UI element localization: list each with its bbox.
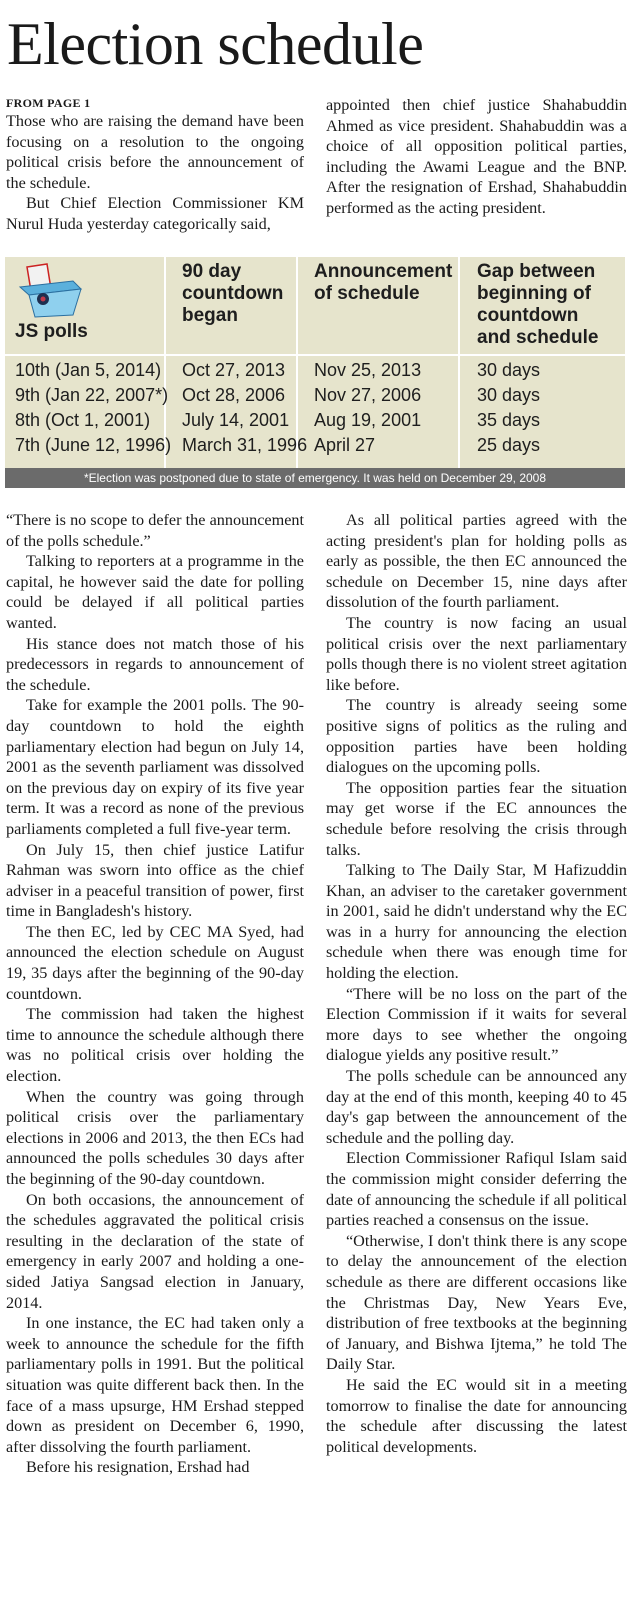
paragraph: Take for example the 2001 polls. The 90-day countdown to hold the eighth parliamentary election had begun on July 14, 2001 as the seventh parliament was dissolved on the previous day on expiry of its five year term. It was a record as none of the previous parliaments completed a full five-year term. (6, 696, 304, 838)
table-cell: July 14, 2001 (182, 410, 290, 430)
paragraph: “Otherwise, I don't think there is any scope to delay the announcement of the election schedule as there are different occasions like the Christmas Day, New Years Eve, distribution of free textbooks at the beginning of January, and Bishwa Ijtema,” he told The Daily Star. (326, 1231, 627, 1374)
paragraph: appointed then chief justice Shahabuddin Ahmed as vice president. Shahabuddin was a choice of all opposition political parties, including the Awami League and the BNP. After the resignation of Ershad, Shahabuddin performed as the acting president. (326, 96, 627, 217)
polls-schedule-table (5, 257, 625, 487)
paragraph: Election Commissioner Rafiqul Islam said the commission might consider deferring the date of announcing the schedule if all political parties reached a consensus on the issue. (326, 1149, 627, 1230)
table-row: 8th (Oct 1, 2001) (15, 410, 151, 430)
table-cell: Oct 27, 2013 (182, 360, 286, 380)
column-top-left (6, 95, 304, 235)
table-row: 9th (Jan 22, 2007*) (15, 385, 169, 405)
header-js-polls: JS polls (15, 321, 88, 342)
paragraph: The commission had taken the highest time to announce the schedule although there was no political crisis over holding the election. (6, 1005, 304, 1086)
paragraph: Talking to reporters at a programme in the capital, he however said the date for polling could be delayed if all political parties wanted. (6, 552, 304, 632)
paragraph: The country is now facing an usual political crisis over the next parliamentary polls though there is no violent street agitation like before. (326, 613, 627, 694)
headline: Election schedule (7, 11, 424, 77)
column-bottom-left (6, 510, 304, 1478)
paragraph: He said the EC would sit in a meeting tomorrow to finalise the date for announcing the schedule after discussing the latest political developments. (326, 1375, 627, 1456)
ballot-box-icon (17, 263, 83, 319)
paragraph: But Chief Election Commissioner KM Nurul Huda yesterday categorically said, (6, 194, 304, 233)
table-cell: 35 days (477, 410, 541, 430)
paragraph: As all political parties agreed with the acting president's plan for holding polls as early as possible, the then EC announced the schedule on December 15, nine days after dissolution of the fourth parliament. (326, 511, 627, 612)
paragraph: The opposition parties fear the situation may get worse if the EC announces the schedule before resolving the crisis through talks. (326, 778, 627, 859)
table-cell: Nov 27, 2006 (314, 385, 422, 405)
paragraph: The polls schedule can be announced any day at the end of this month, keeping 40 to 45 day's gap between the announcement of the schedule and the polling day. (326, 1067, 627, 1147)
paragraph: On July 15, then chief justice Latifur Rahman was sworn into office as the chief adviser in a peaceful transition of power, first time in Bangladesh's history. (6, 840, 304, 921)
paragraph: “There will be no loss on the part of the Election Commission if it waits for several more days to see whether the ongoing dialogue yields any positive result.” (326, 984, 627, 1065)
paragraph: “There is no scope to defer the announcement of the polls schedule.” (6, 511, 304, 550)
table-footnote: *Election was postponed due to state of emergency. It was held on December 29, 2008 (5, 468, 625, 488)
header-announcement: Announcement of schedule (314, 261, 453, 304)
header-gap: Gap between beginning of countdown and schedule (477, 261, 599, 348)
kicker: FROM PAGE 1 (6, 96, 91, 110)
paragraph: His stance does not match those of his predecessors in regards to announcement of the schedule. (6, 634, 304, 694)
table-cell: 30 days (477, 385, 541, 405)
table-cell: March 31, 1996 (182, 435, 308, 455)
column-bottom-right (326, 510, 627, 1457)
paragraph: When the country was going through political crisis over the parliamentary elections in 2006 and 2013, the then ECs had announced the polls schedules 30 days after the beginning of the 90-day countdown. (6, 1087, 304, 1188)
paragraph: Talking to The Daily Star, M Hafizuddin Khan, an adviser to the caretaker government in 2001, said he didn't understand why the EC was in a hurry for announcing the election schedule when there was enough time for holding the election. (326, 861, 627, 983)
table-cell: Aug 19, 2001 (314, 410, 422, 430)
paragraph: Before his resignation, Ershad had (26, 1458, 250, 1477)
table-cell: Oct 28, 2006 (182, 385, 286, 405)
table-cell: April 27 (314, 435, 376, 455)
table-cell: Nov 25, 2013 (314, 360, 422, 380)
paragraph: Those who are raising the demand have been focusing on a resolution to the ongoing political crisis before the announcement of the schedule. (6, 112, 304, 192)
paragraph: In one instance, the EC had taken only a week to announce the schedule for the fifth parliamentary polls in 1991. But the political situation was quite different back then. In the face of a mass upsurge, HM Ershad stepped down as president on December 6, 1990, after dissolving the fourth parliament. (6, 1314, 304, 1456)
table-cell: 25 days (477, 435, 541, 455)
header-countdown: 90 day countdown began (182, 261, 284, 326)
paragraph: The then EC, led by CEC MA Syed, had announced the election schedule on August 19, 35 days after the beginning of the 90-day countdown. (6, 922, 304, 1003)
column-top-right (326, 95, 627, 219)
paragraph: The country is already seeing some positive signs of politics as the ruling and opposition parties have been holding dialogues on the upcoming polls. (326, 696, 627, 777)
paragraph: On both occasions, the announcement of the schedules aggravated the political crisis resulting in the declaration of the state of emergency in early 2007 and holding a one-sided Jatiya Sangsad election in January, 2014. (6, 1190, 304, 1312)
table-cell: 30 days (477, 360, 541, 380)
table-row: 10th (Jan 5, 2014) (15, 360, 162, 380)
table-row: 7th (June 12, 1996) (15, 435, 172, 455)
